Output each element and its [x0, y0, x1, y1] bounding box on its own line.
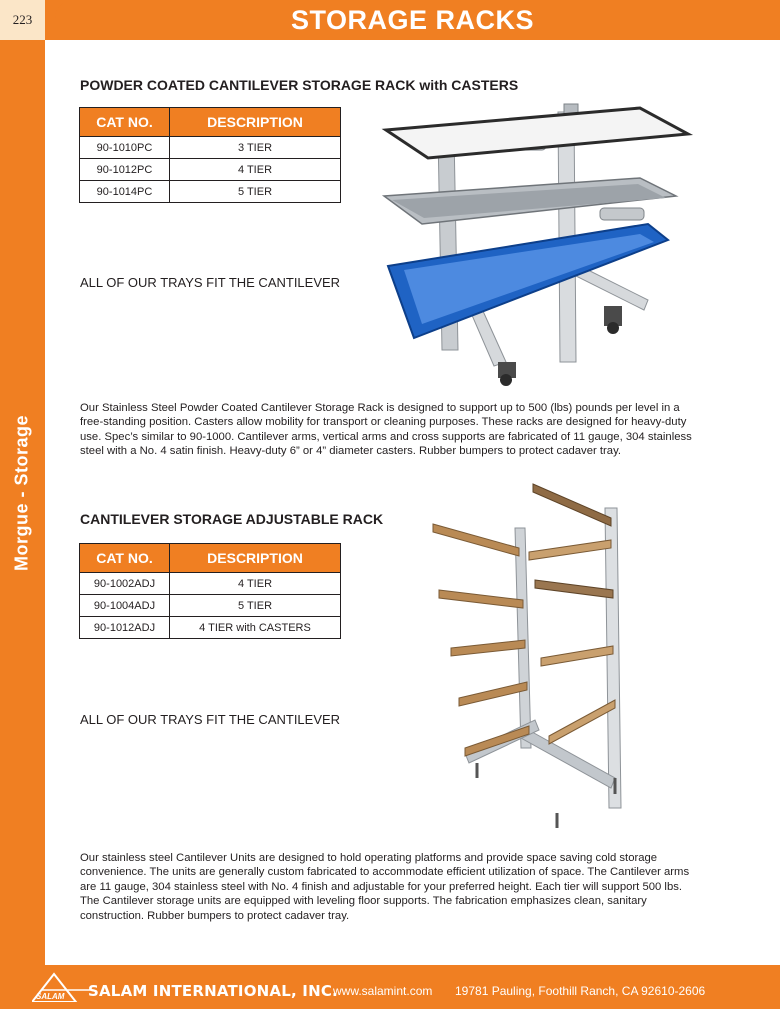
- description-cell: 4 TIER: [170, 573, 341, 595]
- table-row: [80, 573, 341, 595]
- description-cell: 3 TIER: [170, 137, 341, 159]
- section1-note: ALL OF OUR TRAYS FIT THE CANTILEVER: [80, 275, 341, 290]
- cat-no-cell: 90-1002ADJ: [80, 573, 170, 595]
- description-cell: 4 TIER: [170, 159, 341, 181]
- table-row: [80, 617, 341, 639]
- company-name: SALAM INTERNATIONAL, INC.: [88, 982, 338, 1000]
- section1-description: Our Stainless Steel Powder Coated Cantilever Storage Rack is designed to support up to 500 (lbs) pounds per level in a free-standing position. Casters allow mobility for transport or cleaning purposes. These racks are designed for heavy-duty use. Spec’s similar to 90-1000. Cantilever arms, vertical arms and cross supports are fabricated of 11 gauge, 304 stainless steel with a No. 4 satin finish. Heavy-duty 6” or 4” diameter casters. Rubber bumpers to protect cadaver tray.: [80, 402, 692, 458]
- column-header-description: DESCRIPTION: [170, 108, 341, 137]
- section2-note: ALL OF OUR TRAYS FIT THE CANTILEVER: [80, 712, 341, 727]
- company-address: 19781 Pauling, Foothill Ranch, CA 92610-2606: [455, 984, 706, 998]
- sidebar-category-label: Morgue - Storage: [11, 414, 32, 572]
- description-cell: 5 TIER: [170, 181, 341, 203]
- logo-wordmark: SALAM: [36, 992, 65, 1001]
- cat-no-cell: 90-1012PC: [80, 159, 170, 181]
- section1-catalog-table: [79, 107, 341, 203]
- cat-no-cell: 90-1012ADJ: [80, 617, 170, 639]
- section2-description: Our stainless steel Cantilever Units are designed to hold operating platforms and provide space saving cold storage convenience. The units are generally custom fabricated to accommodate efficient utilization of space. The Cantilever arms are 11 gauge, 304 stainless steel with No. 4 finish and adjustable for your preferred height. Each tier will support 500 lbs. The Cantilever storage units are equipped with leveling floor supports. The fabrication emphasizes clean, sanitary construction. Rubber bumpers to protect cadaver tray.: [80, 852, 690, 922]
- column-header-description: DESCRIPTION: [170, 544, 341, 573]
- page-number: 223: [0, 0, 45, 40]
- description-cell: 4 TIER with CASTERS: [170, 617, 341, 639]
- table-header-row: [80, 108, 341, 137]
- cat-no-cell: 90-1014PC: [80, 181, 170, 203]
- description-cell: 5 TIER: [170, 595, 341, 617]
- powder-coated-rack-photo: [378, 100, 698, 390]
- table-header-row: [80, 544, 341, 573]
- adjustable-rack-photo: [425, 478, 635, 833]
- website-link[interactable]: www.salamint.com: [333, 984, 433, 998]
- table-row: [80, 595, 341, 617]
- table-row: [80, 159, 341, 181]
- column-header-cat-no: CAT NO.: [80, 544, 170, 573]
- cat-no-cell: 90-1010PC: [80, 137, 170, 159]
- cat-no-cell: 90-1004ADJ: [80, 595, 170, 617]
- section2-catalog-table: [79, 543, 341, 639]
- table-row: [80, 181, 341, 203]
- section1-title: POWDER COATED CANTILEVER STORAGE RACK with CASTERS: [80, 77, 519, 93]
- section2-title: CANTILEVER STORAGE ADJUSTABLE RACK: [80, 511, 384, 527]
- page-title: STORAGE RACKS: [290, 5, 535, 35]
- table-row: [80, 137, 341, 159]
- column-header-cat-no: CAT NO.: [80, 108, 170, 137]
